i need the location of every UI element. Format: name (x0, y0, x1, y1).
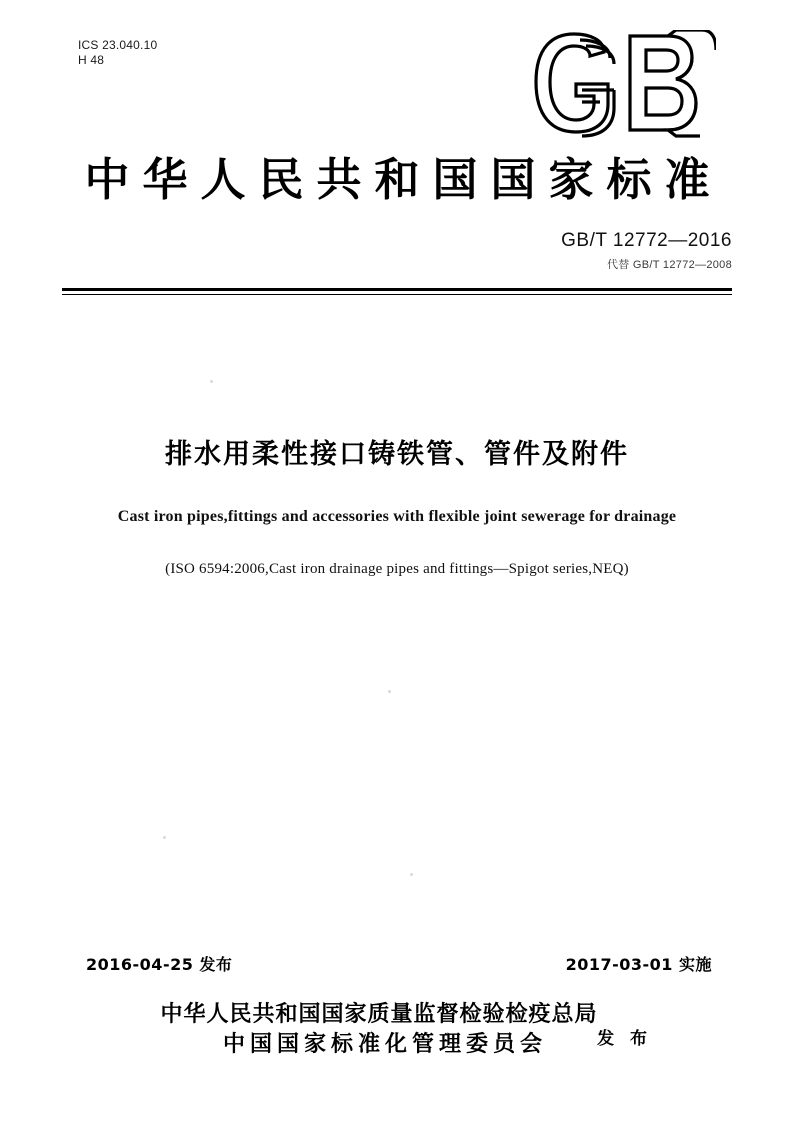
header-rule-thick (62, 288, 732, 291)
document-title-chinese: 排水用柔性接口铸铁管、管件及附件 (165, 439, 629, 470)
classification-code: H 48 (78, 53, 105, 67)
document-title-iso-reference: (ISO 6594:2006,Cast iron drainage pipes and fittings—Spigot series,NEQ) (165, 561, 629, 577)
standard-number: GB/T 12772—2016 (561, 230, 732, 251)
scan-speckle (410, 873, 413, 876)
publisher-line-2: 中国国家标准化管理委员会 (222, 1032, 547, 1057)
scan-speckle (210, 380, 213, 383)
standard-number-block (561, 230, 732, 272)
scan-speckle (163, 836, 166, 839)
standard-replaces: 代替 GB/T 12772—2008 (606, 259, 732, 271)
publisher-line-1: 中华人民共和国国家质量监督检验检疫总局 (160, 1002, 598, 1027)
ics-block (78, 38, 157, 68)
header-rule-thin (62, 294, 732, 295)
date-line (78, 952, 716, 974)
scan-speckle (388, 690, 391, 693)
issue-date: 2016-04-25 发布 (86, 955, 233, 974)
national-standard-title: 中华人民共和国国家标准 (84, 153, 723, 206)
gb-logo (526, 30, 716, 138)
ics-code: ICS 23.040.10 (78, 38, 158, 52)
publisher-issue-label: 发 布 (597, 1029, 652, 1049)
publisher-block (0, 1000, 794, 1060)
document-title-english: Cast iron pipes,fittings and accessories with flexible joint sewerage for drainage (117, 508, 677, 525)
implementation-date: 2017-03-01 实施 (565, 955, 712, 974)
